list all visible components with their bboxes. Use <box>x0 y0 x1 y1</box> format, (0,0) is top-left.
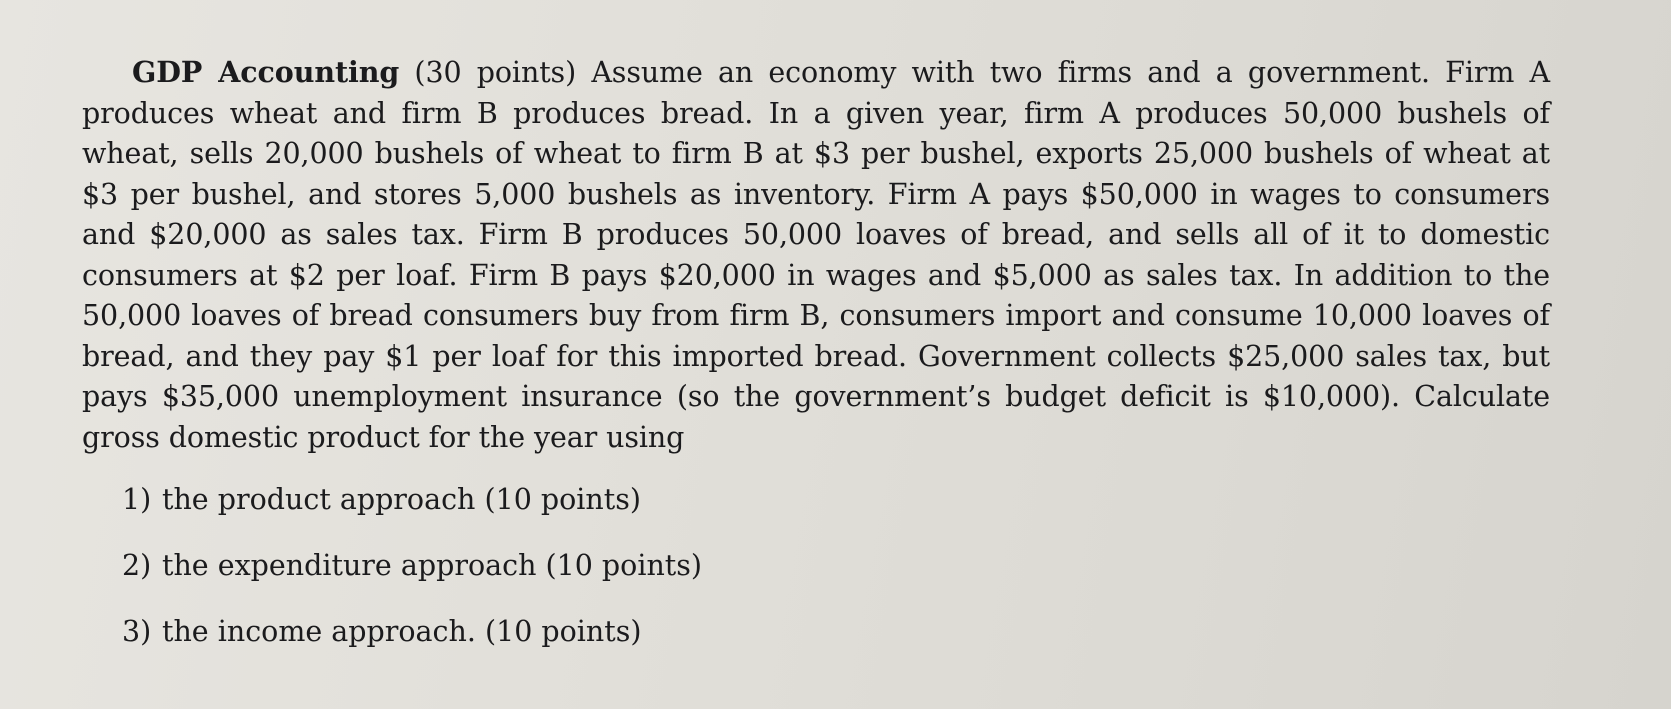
list-item <box>122 480 1550 520</box>
question-number: 1) <box>122 483 152 516</box>
question-text: the product approach (10 points) <box>162 483 641 516</box>
question-text: the income approach. (10 points) <box>162 615 642 648</box>
question-number: 2) <box>122 549 152 582</box>
list-item <box>122 612 1550 652</box>
question-number: 3) <box>122 615 152 648</box>
question-list <box>122 480 1550 652</box>
document-page <box>82 52 1550 678</box>
problem-body: (30 points) Assume an economy with two firms and a government. Firm A produces wheat and firm B produces bread. In a given year, firm A produces 50,000 bushels of wheat, sells 20,000 bushels of wheat to firm B at $3 per bushel, exports 25,000 bushels of wheat at $3 per bushel, and stores 5,000 bushels as inventory. Firm A pays $50,000 in wages to consumers and $20,000 as sales tax. Firm B produces 50,000 loaves of bread, and sells all of it to domestic consumers at $2 per loaf. Firm B pays $20,000 in wages and $5,000 as sales tax. In addition to the 50,000 loaves of bread consumers buy from firm B, consumers import and consume 10,000 loaves of bread, and they pay $1 per loaf for this imported bread. Government collects $25,000 sales tax, but pays $35,000 unemployment insurance (so the government’s budget deficit is $10,000). Calculate gross domestic product for the year using <box>82 56 1550 454</box>
problem-title: GDP Accounting <box>132 55 400 89</box>
list-item <box>122 546 1550 586</box>
question-text: the expenditure approach (10 points) <box>162 549 702 582</box>
problem-statement <box>82 52 1550 458</box>
